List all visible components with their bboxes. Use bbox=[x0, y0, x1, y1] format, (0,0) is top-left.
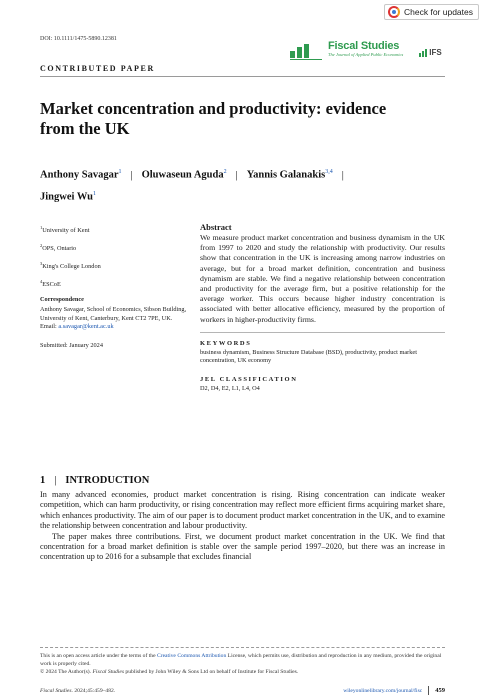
footer-divider bbox=[428, 686, 429, 695]
creative-commons-link[interactable]: Creative Commons Attribution bbox=[156, 653, 227, 659]
author-affiliation-ref[interactable]: 3,4 bbox=[325, 169, 333, 175]
page-footer bbox=[40, 686, 445, 695]
author-separator: | bbox=[341, 169, 344, 181]
author-affiliation-ref[interactable]: 1 bbox=[93, 190, 97, 197]
fiscal-studies-logo-icon bbox=[290, 44, 322, 58]
page-number: 459 bbox=[435, 687, 445, 694]
keywords-text: business dynamism, Business Structure Database (BSD), productivity, product market concentration, UK economy bbox=[200, 348, 417, 365]
license-notice: This is an open access article under the terms of the Creative Commons Attribution License, which permits use, distribution and reproduction in any medium, provided the original work is properly cited. © 2024 The Author(s). Fiscal Studies published by John Wiley & Sons Ltd on behalf of Institute for Fiscal Studies. bbox=[40, 653, 442, 675]
email-link[interactable]: a.savagar@kent.ac.uk bbox=[58, 323, 114, 331]
abstract-heading: Abstract bbox=[200, 222, 232, 232]
affiliation-item: $^4$ESCoE bbox=[40, 279, 61, 289]
affiliation-item: $^3$King's College London bbox=[40, 261, 101, 271]
journal-name-block bbox=[328, 40, 403, 57]
section-separator: | bbox=[54, 475, 57, 486]
author-name[interactable]: Anthony Savagar bbox=[40, 169, 119, 181]
section-title: INTRODUCTION bbox=[65, 475, 150, 486]
author-name[interactable]: Jingwei Wu bbox=[40, 191, 94, 202]
abstract-divider bbox=[200, 332, 445, 333]
affiliations bbox=[40, 224, 190, 357]
affiliation-item: $^1$University of Kent bbox=[40, 225, 90, 235]
affiliation-item: $^2$OPS, Ontario bbox=[40, 243, 77, 253]
section-heading bbox=[40, 475, 149, 486]
paragraph: In many advanced economies, product market concentration is rising. Rising concentration can indicate weaker competition, which can harm productivity, or rising concentration may reflect more efficient firms acquiring market share, which enhances productivity. The aim of our paper is to document product market concentration in the UK, and to examine the relationship between concentration and labour productivity. bbox=[40, 490, 445, 531]
keywords-heading: KEYWORDS bbox=[200, 339, 252, 347]
submitted-date: Submitted: January 2024 bbox=[40, 341, 103, 349]
author-separator: | bbox=[235, 169, 238, 181]
article-type-label: CONTRIBUTED PAPER bbox=[40, 64, 155, 73]
author-affiliation-ref[interactable]: 2 bbox=[223, 169, 227, 175]
correspondence-address: Anthony Savagar, School of Economics, Sibson Building, University of Kent, Canterbury, Kent CT2 7PE, UK. bbox=[40, 305, 187, 322]
jel-heading: JEL CLASSIFICATION bbox=[200, 375, 298, 383]
abstract-text: We measure product market concentration and business dynamism in the UK from 1997 to 2020 and study the relationship with productivity. Our results show that concentration in the UK is increasing among narrow industries on average, but for a broad market definition, concentration and business dynamism are stable. We find a negative relationship between concentration and productivity for the average firm, but a positive relationship for the average worker. This occurs because higher industry concentration is associated with better allocative efficiency, measured by the proportion of workers in higher-productivity firms. bbox=[200, 233, 445, 324]
author-separator: | bbox=[130, 169, 133, 181]
doi: DOI: 10.1111/1475-5890.12381 bbox=[40, 36, 117, 42]
journal-tagline: The Journal of Applied Public Economics bbox=[328, 52, 404, 57]
author-affiliation-ref[interactable]: 1 bbox=[118, 169, 122, 175]
correspondence-heading: Correspondence bbox=[40, 296, 84, 304]
footer-citation: Fiscal Studies. 2024;45:459–482. bbox=[40, 687, 116, 694]
article-title: Market concentration and productivity: evidence from the UK bbox=[40, 99, 387, 138]
footer-right bbox=[343, 686, 445, 695]
email-label: Email: bbox=[40, 323, 59, 331]
body-text bbox=[40, 490, 445, 563]
correspondence-block bbox=[40, 306, 190, 332]
paragraph: The paper makes three contributions. First, we document product market concentration in the UK. We find that concentration for a broad market definition is stable over the sample period 1997–2020, but there was an increase in concentration up to 2016 for a subsample that excludes financial bbox=[40, 531, 445, 562]
crossmark-icon bbox=[388, 6, 400, 18]
check-for-updates-label: Check for updates bbox=[404, 7, 473, 17]
abstract-panel bbox=[200, 222, 445, 393]
jel-codes: D2, D4, E2, L1, L4, O4 bbox=[200, 384, 260, 392]
author-name[interactable]: Oluwaseun Aguda bbox=[141, 169, 224, 181]
author-list bbox=[40, 163, 440, 206]
journal-logos bbox=[290, 40, 442, 58]
author-name[interactable]: Yannis Galanakis bbox=[246, 169, 326, 181]
section-number: 1 bbox=[40, 475, 46, 486]
ifs-logo-icon bbox=[419, 49, 427, 57]
footnote-divider bbox=[40, 647, 445, 648]
journal-url-link[interactable]: wileyonlinelibrary.com/journal/fisc bbox=[343, 687, 423, 694]
header-divider bbox=[40, 76, 445, 77]
ifs-logo bbox=[419, 48, 441, 57]
journal-name: Fiscal Studies bbox=[328, 40, 400, 52]
ifs-logo-text: IFS bbox=[429, 48, 442, 57]
check-for-updates-button[interactable] bbox=[384, 4, 479, 20]
